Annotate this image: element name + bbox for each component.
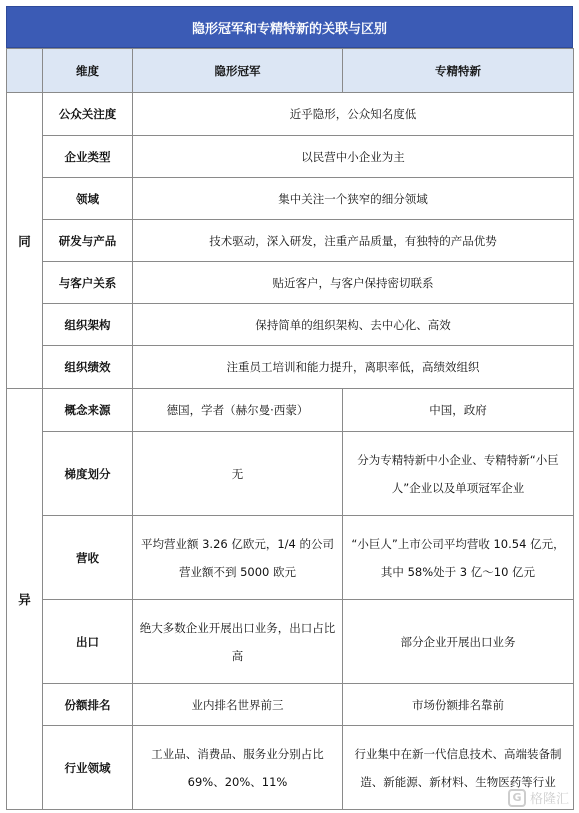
hidden-champion-cell: 业内排名世界前三 [133,684,343,726]
table-row [7,136,574,178]
watermark-text: 格隆汇 [529,792,569,807]
specialized-new-cell: 分为专精特新中小企业、专精特新“小巨人”企业以及单项冠军企业 [343,432,574,516]
table-row [7,178,574,220]
table-row [7,600,574,684]
header-specialized-new: 专精特新 [343,49,574,93]
dimension-label: 领域 [43,178,133,220]
group-label-diff: 异 [7,389,43,810]
shared-cell: 以民营中小企业为主 [133,136,574,178]
watermark [508,788,569,807]
specialized-new-cell: 市场份额排名靠前 [343,684,574,726]
header-row [7,49,574,93]
hidden-champion-cell: 德国，学者（赫尔曼·西蒙） [133,389,343,432]
header-corner-cell [7,49,43,93]
table-row [7,93,574,136]
header-hidden-champion: 隐形冠军 [133,49,343,93]
table-row [7,684,574,726]
table-title: 隐形冠军和专精特新的关联与区别 [6,6,573,48]
dimension-label: 组织架构 [43,304,133,346]
table-row [7,346,574,389]
hidden-champion-cell: 无 [133,432,343,516]
comparison-document [6,6,573,810]
dimension-label: 出口 [43,600,133,684]
dimension-label: 营收 [43,516,133,600]
table-row [7,304,574,346]
dimension-label: 公众关注度 [43,93,133,136]
shared-cell: 技术驱动，深入研发，注重产品质量，有独特的产品优势 [133,220,574,262]
dimension-label: 行业领域 [43,726,133,810]
table-row [7,726,574,810]
hidden-champion-cell: 工业品、消费品、服务业分别占比 69%、20%、11% [133,726,343,810]
header-dimension: 维度 [43,49,133,93]
specialized-new-cell: 中国，政府 [343,389,574,432]
dimension-label: 份额排名 [43,684,133,726]
watermark-logo-icon: G [508,789,526,807]
group-label-same: 同 [7,93,43,389]
specialized-new-cell: “小巨人”上市公司平均营收 10.54 亿元，其中 58%处于 3 亿～10 亿元 [343,516,574,600]
comparison-table [6,48,574,810]
table-row [7,220,574,262]
table-row [7,389,574,432]
hidden-champion-cell: 绝大多数企业开展出口业务，出口占比高 [133,600,343,684]
dimension-label: 概念来源 [43,389,133,432]
table-row [7,262,574,304]
shared-cell: 注重员工培训和能力提升，离职率低，高绩效组织 [133,346,574,389]
shared-cell: 近乎隐形，公众知名度低 [133,93,574,136]
shared-cell: 贴近客户，与客户保持密切联系 [133,262,574,304]
dimension-label: 梯度划分 [43,432,133,516]
specialized-new-cell: 部分企业开展出口业务 [343,600,574,684]
table-row [7,432,574,516]
dimension-label: 组织绩效 [43,346,133,389]
shared-cell: 集中关注一个狭窄的细分领域 [133,178,574,220]
hidden-champion-cell: 平均营业额 3.26 亿欧元，1/4 的公司营业额不到 5000 欧元 [133,516,343,600]
dimension-label: 企业类型 [43,136,133,178]
shared-cell: 保持简单的组织架构、去中心化、高效 [133,304,574,346]
dimension-label: 研发与产品 [43,220,133,262]
dimension-label: 与客户关系 [43,262,133,304]
table-row [7,516,574,600]
specialized-new-cell: 行业集中在新一代信息技术、高端装备制造、新能源、新材料、生物医药等行业 [343,726,574,810]
